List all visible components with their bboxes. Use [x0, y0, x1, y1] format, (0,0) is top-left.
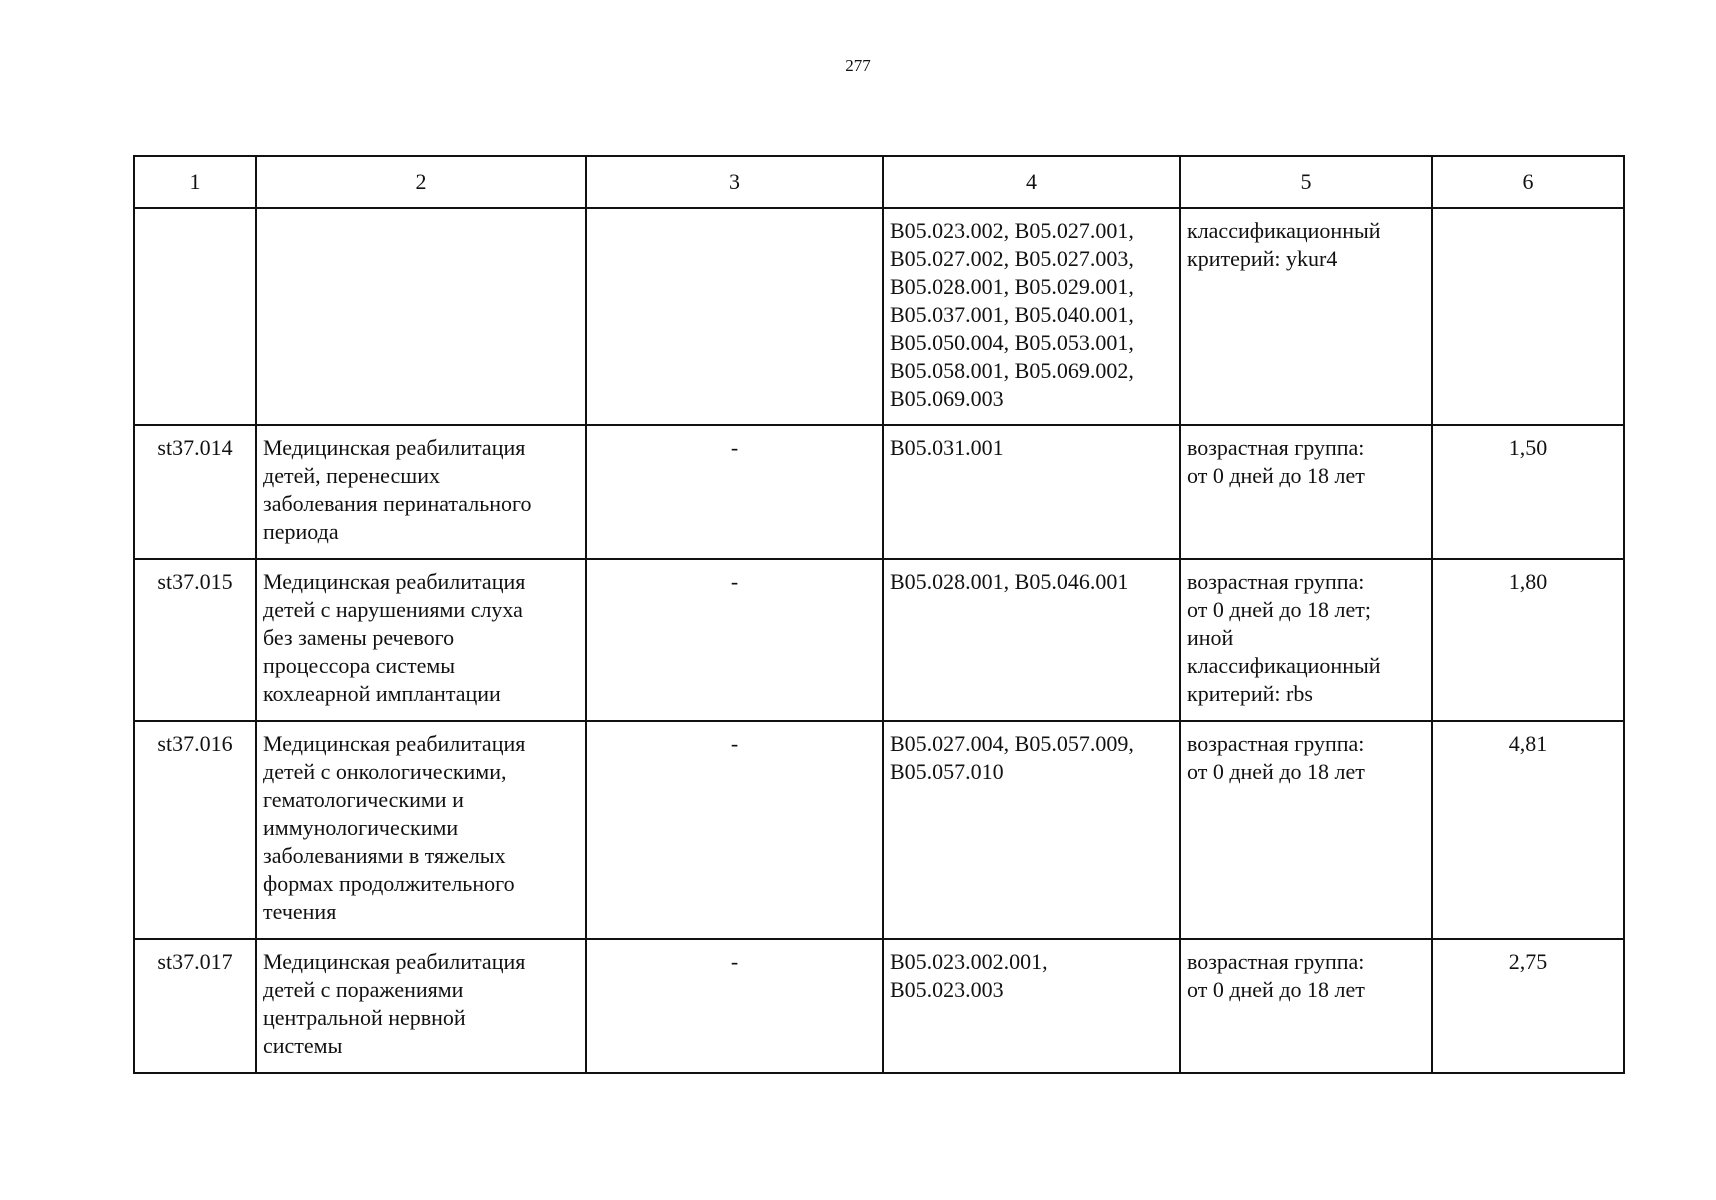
code-cell: [134, 208, 256, 425]
table-row: [134, 559, 1624, 721]
coefficient-cell: 1,50: [1432, 425, 1624, 559]
column-header: 3: [586, 156, 883, 208]
column-header: 5: [1180, 156, 1432, 208]
coefficient-cell: 1,80: [1432, 559, 1624, 721]
column-header: 6: [1432, 156, 1624, 208]
code-cell: st37.014: [134, 425, 256, 559]
column-header: 2: [256, 156, 586, 208]
table-row: [134, 939, 1624, 1073]
table-row: [134, 721, 1624, 939]
services-cell: B05.031.001: [883, 425, 1180, 559]
code-cell: st37.017: [134, 939, 256, 1073]
coefficient-cell: 2,75: [1432, 939, 1624, 1073]
name-cell: Медицинская реабилитация детей, перенесших заболевания перинатального периода: [256, 425, 586, 559]
criteria-cell: классификационный критерий: ykur4: [1180, 208, 1432, 425]
coefficient-cell: [1432, 208, 1624, 425]
criteria-cell: возрастная группа: от 0 дней до 18 лет; иной классификационный критерий: rbs: [1180, 559, 1432, 721]
code-cell: st37.015: [134, 559, 256, 721]
col3-cell: [586, 208, 883, 425]
name-cell: Медицинская реабилитация детей с нарушениями слуха без замены речевого процессора системы кохлеарной имплантации: [256, 559, 586, 721]
code-cell: st37.016: [134, 721, 256, 939]
criteria-cell: возрастная группа: от 0 дней до 18 лет: [1180, 939, 1432, 1073]
col3-cell: -: [586, 939, 883, 1073]
name-cell: Медицинская реабилитация детей с поражениями центральной нервной системы: [256, 939, 586, 1073]
services-cell: B05.023.002, B05.027.001, B05.027.002, B05.027.003, B05.028.001, B05.029.001, B05.037.001, B05.040.001, B05.050.004, B05.053.001, B05.058.001, B05.069.002, B05.069.003: [883, 208, 1180, 425]
col3-cell: -: [586, 425, 883, 559]
col3-cell: -: [586, 721, 883, 939]
table-row: [134, 425, 1624, 559]
name-cell: Медицинская реабилитация детей с онкологическими, гематологическими и иммунологическими заболеваниями в тяжелых формах продолжительного течения: [256, 721, 586, 939]
column-header: 1: [134, 156, 256, 208]
services-cell: B05.027.004, B05.057.009, B05.057.010: [883, 721, 1180, 939]
table-row: [134, 208, 1624, 425]
name-cell: [256, 208, 586, 425]
tariff-table: [133, 155, 1625, 1074]
services-cell: B05.028.001, B05.046.001: [883, 559, 1180, 721]
criteria-cell: возрастная группа: от 0 дней до 18 лет: [1180, 425, 1432, 559]
services-cell: B05.023.002.001, B05.023.003: [883, 939, 1180, 1073]
coefficient-cell: 4,81: [1432, 721, 1624, 939]
table-header-row: [134, 156, 1624, 208]
criteria-cell: возрастная группа: от 0 дней до 18 лет: [1180, 721, 1432, 939]
col3-cell: -: [586, 559, 883, 721]
column-header: 4: [883, 156, 1180, 208]
page-number: 277: [845, 56, 871, 75]
